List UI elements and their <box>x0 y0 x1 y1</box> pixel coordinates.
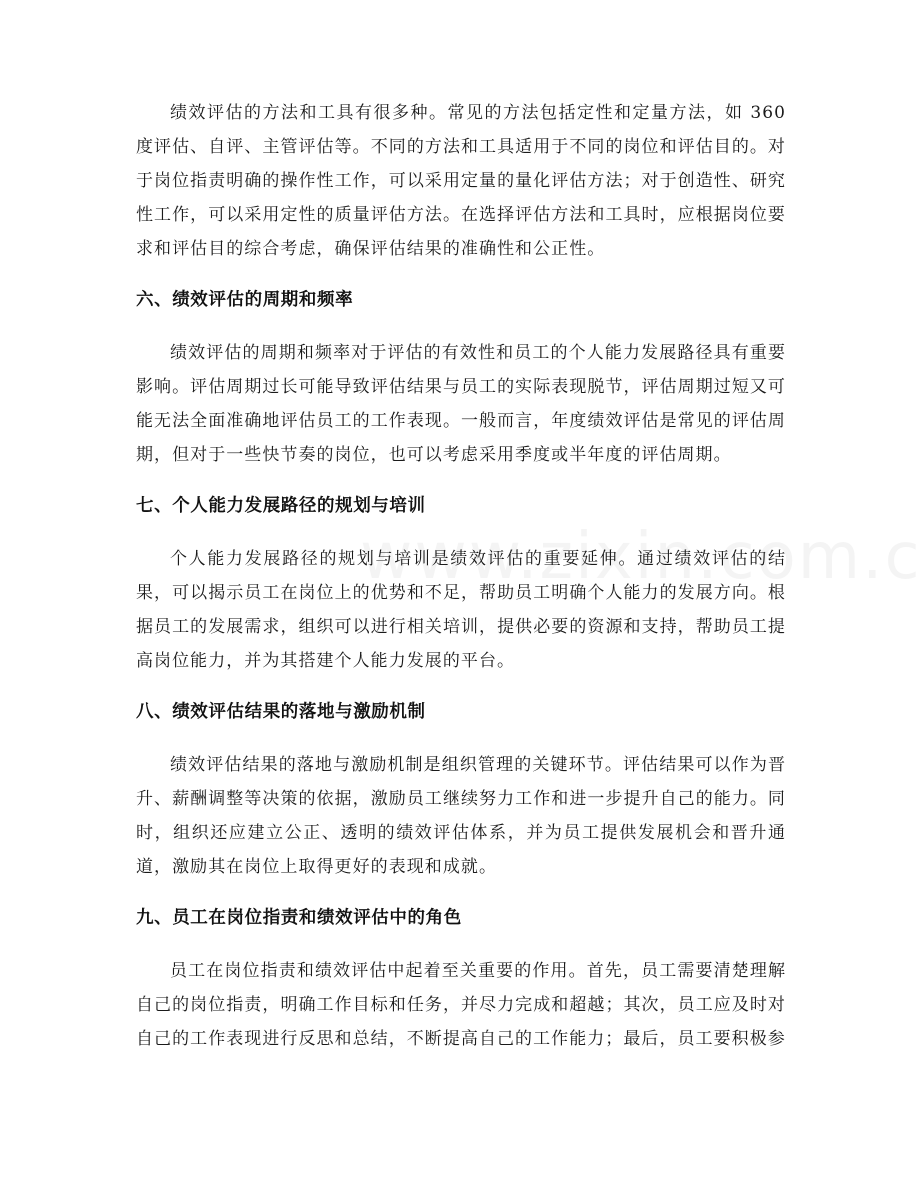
section-paragraph-6: 绩效评估的周期和频率对于评估的有效性和员工的个人能力发展路径具有重要影响。评估周期过长可能导致评估结果与员工的实际表现脱节，评估周期过短又可能无法全面准确地评估员工的工作表现。一般而言，年度绩效评估是常见的评估周期，但对于一些快节奏的岗位，也可以考虑采用季度或半年度的评估周期。 <box>136 343 786 465</box>
section-paragraph-9: 员工在岗位指责和绩效评估中起着至关重要的作用。首先，员工需要清楚理解自己的岗位指责，明确工作目标和任务，并尽力完成和超越；其次，员工应及时对自己的工作表现进行反思和总结，不断提高自己的工作能力；最后，员工要积极参 <box>136 961 786 1049</box>
section-heading-6: 六、绩效评估的周期和频率 <box>136 290 354 310</box>
section-paragraph-7: 个人能力发展路径的规划与培训是绩效评估的重要延伸。通过绩效评估的结果，可以揭示员工在岗位上的优势和不足，帮助员工明确个人能力的发展方向。根据员工的发展需求，组织可以进行相关培训，提供必要的资源和支持，帮助员工提高岗位能力，并为其搭建个人能力发展的平台。 <box>136 549 786 671</box>
intro-paragraph: 绩效评估的方法和工具有很多种。常见的方法包括定性和定量方法，如 360 度评估、自评、主管评估等。不同的方法和工具适用于不同的岗位和评估目的。对于岗位指责明确的操作性工作，可以采用定量的量化评估方法；对于创造性、研究性工作，可以采用定性的质量评估方法。在选择评估方法和工具时，应根据岗位要求和评估目的综合考虑，确保评估结果的准确性和公正性。 <box>136 103 786 259</box>
section-paragraph-8: 绩效评估结果的落地与激励机制是组织管理的关键环节。评估结果可以作为晋升、薪酬调整等决策的依据，激励员工继续努力工作和进一步提升自己的能力。同时，组织还应建立公正、透明的绩效评估体系，并为员工提供发展机会和晋升通道，激励其在岗位上取得更好的表现和成就。 <box>136 755 786 877</box>
document-body <box>136 96 786 1074</box>
section-heading-7: 七、个人能力发展路径的规划与培训 <box>136 496 426 516</box>
section-heading-9: 九、员工在岗位指责和绩效评估中的角色 <box>136 908 462 928</box>
section-heading-8: 八、绩效评估结果的落地与激励机制 <box>136 702 426 722</box>
